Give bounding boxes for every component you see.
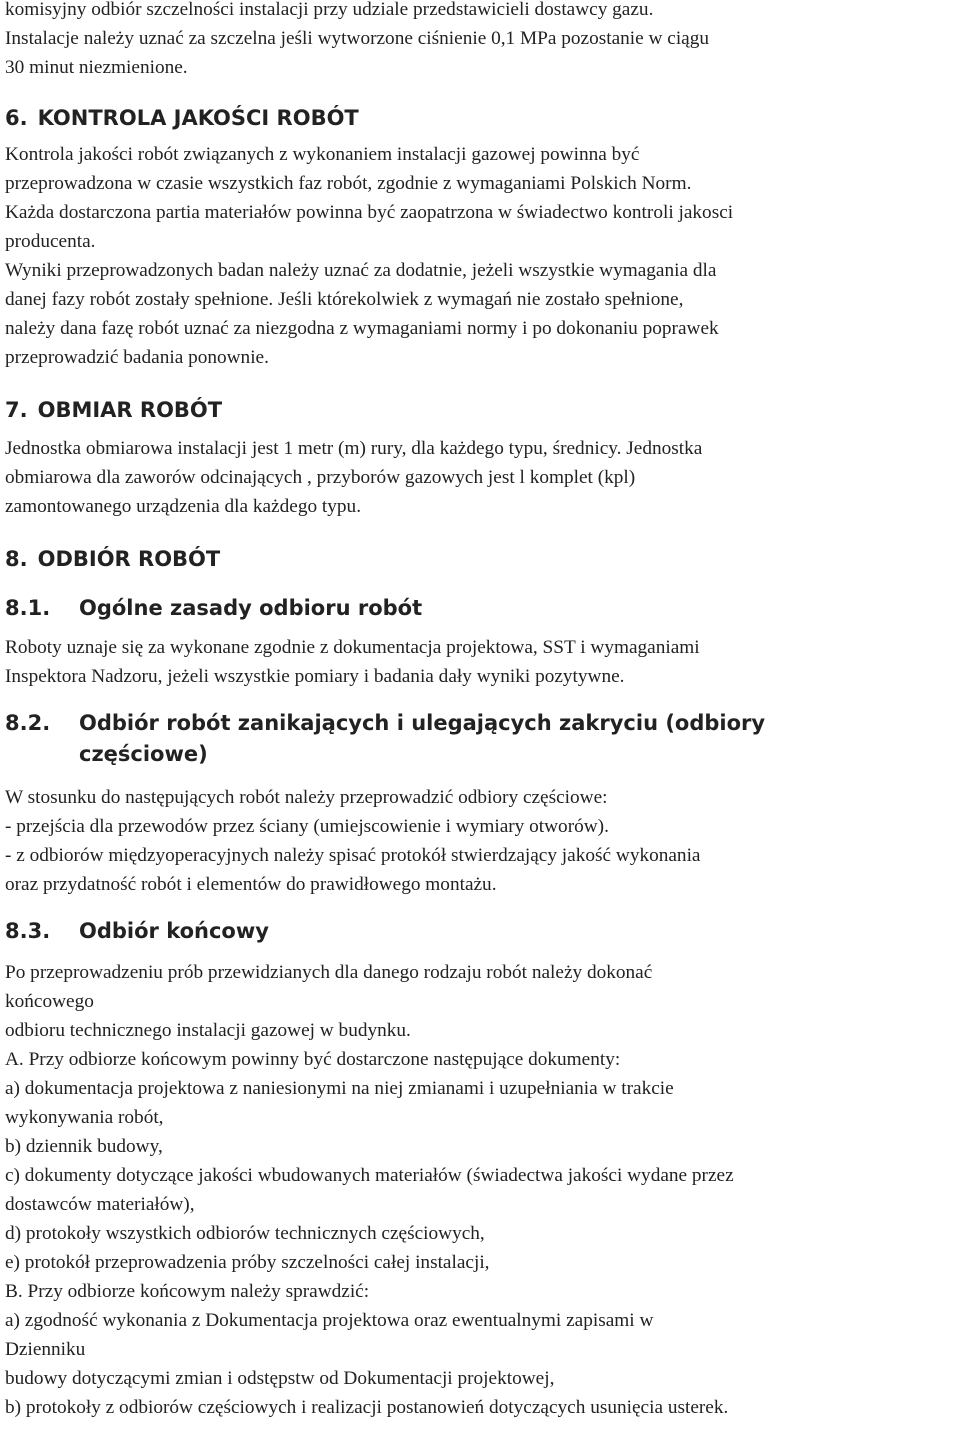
section-8-heading (5, 544, 960, 574)
section-8-3-heading (5, 916, 960, 946)
section-number: 8.1. (5, 596, 51, 620)
section-title: Odbiór końcowy (79, 919, 269, 943)
section-6-body (5, 140, 960, 372)
text-line: Inspektora Nadzoru, jeżeli wszystkie pomiary i badania dały wyniki pozytywne. (5, 666, 625, 687)
section-7-heading (5, 395, 960, 425)
text-line: - z odbiorów międzyoperacyjnych należy spisać protokół stwierdzający jakość wykonania (5, 845, 701, 866)
text-line: b) protokoły z odbiorów częściowych i realizacji postanowień dotyczących usunięcia usterek. (5, 1397, 729, 1418)
text-line: a) zgodność wykonania z Dokumentacja projektowa oraz ewentualnymi zapisami w (5, 1310, 654, 1331)
section-title: KONTROLA JAKOŚCI ROBÓT (37, 106, 359, 130)
text-line: należy dana fazę robót uznać za niezgodna z wymaganiami normy i po dokonaniu poprawek (5, 318, 719, 339)
text-line: dostawców materiałów), (5, 1194, 195, 1215)
text-line: B. Przy odbiorze końcowym należy sprawdzić: (5, 1281, 370, 1302)
section-title: Odbiór robót zanikających i ulegających zakryciu (odbiory (79, 711, 766, 735)
text-line: a) dokumentacja projektowa z naniesionymi na niej zmianami i uzupełniania w trakcie (5, 1078, 674, 1099)
section-8-2-body (5, 783, 960, 899)
section-number: 8.3. (5, 919, 51, 943)
text-line: 30 minut niezmienione. (5, 57, 188, 78)
text-line: przeprowadzić badania ponownie. (5, 347, 269, 368)
text-line: Kontrola jakości robót związanych z wykonaniem instalacji gazowej powinna być (5, 144, 640, 165)
text-line: danej fazy robót zostały spełnione. Jeśli którekolwiek z wymagań nie zostało spełnione, (5, 289, 684, 310)
text-line: obmiarowa dla zaworów odcinających , przyborów gazowych jest l komplet (kpl) (5, 467, 636, 488)
section-6-heading (5, 103, 960, 133)
text-line: Dzienniku (5, 1339, 86, 1360)
section-title: Ogólne zasady odbioru robót (79, 596, 423, 620)
text-line: - przejścia dla przewodów przez ściany (umiejscowienie i wymiary otworów). (5, 816, 609, 837)
text-line: Wyniki przeprowadzonych badan należy uznać za dodatnie, jeżeli wszystkie wymagania dla (5, 260, 717, 281)
text-line: zamontowanego urządzenia dla każdego typu. (5, 496, 362, 517)
section-title: OBMIAR ROBÓT (37, 398, 223, 422)
text-line: odbioru technicznego instalacji gazowej w budynku. (5, 1020, 411, 1041)
section-title-continued: częściowe) (79, 742, 208, 766)
text-line: komisyjny odbiór szczelności instalacji przy udziale przedstawicieli dostawcy gazu. (5, 0, 654, 20)
text-line: budowy dotyczącymi zmian i odstępstw od Dokumentacji projektowej, (5, 1368, 555, 1389)
text-line: Jednostka obmiarowa instalacji jest 1 metr (m) rury, dla każdego typu, średnicy. Jednostka (5, 438, 703, 459)
section-8-1-body (5, 633, 960, 691)
section-title: ODBIÓR ROBÓT (37, 547, 221, 571)
section-8-2-heading (5, 708, 960, 770)
text-line: A. Przy odbiorze końcowym powinny być dostarczone następujące dokumenty: (5, 1049, 621, 1070)
text-line: Instalacje należy uznać za szczelna jeśli wytworzone ciśnienie 0,1 MPa pozostanie w ciągu (5, 28, 710, 49)
text-line: W stosunku do następujących robót należy przeprowadzić odbiory częściowe: (5, 787, 608, 808)
text-line: Po przeprowadzeniu prób przewidzianych dla danego rodzaju robót należy dokonać (5, 962, 653, 983)
text-line: wykonywania robót, (5, 1107, 164, 1128)
section-number: 8.2. (5, 711, 51, 735)
text-line: Każda dostarczona partia materiałów powinna być zaopatrzona w świadectwo kontroli jakosci (5, 202, 734, 223)
text-line: e) protokół przeprowadzenia próby szczelności całej instalacji, (5, 1252, 490, 1273)
section-number: 6. (5, 106, 28, 130)
text-line: d) protokoły wszystkich odbiorów technicznych częściowych, (5, 1223, 485, 1244)
section-7-body (5, 434, 960, 521)
intro-paragraph (5, 0, 960, 82)
text-line: przeprowadzona w czasie wszystkich faz robót, zgodnie z wymaganiami Polskich Norm. (5, 173, 692, 194)
section-number: 8. (5, 547, 28, 571)
section-number: 7. (5, 398, 28, 422)
text-line: producenta. (5, 231, 96, 252)
section-8-3-body (5, 958, 960, 1422)
text-line: końcowego (5, 991, 94, 1012)
text-line: oraz przydatność robót i elementów do prawidłowego montażu. (5, 874, 497, 895)
text-line: Roboty uznaje się za wykonane zgodnie z dokumentacja projektowa, SST i wymaganiami (5, 637, 700, 658)
text-line: b) dziennik budowy, (5, 1136, 163, 1157)
text-line: c) dokumenty dotyczące jakości wbudowanych materiałów (świadectwa jakości wydane przez (5, 1165, 734, 1186)
section-8-1-heading (5, 593, 960, 623)
